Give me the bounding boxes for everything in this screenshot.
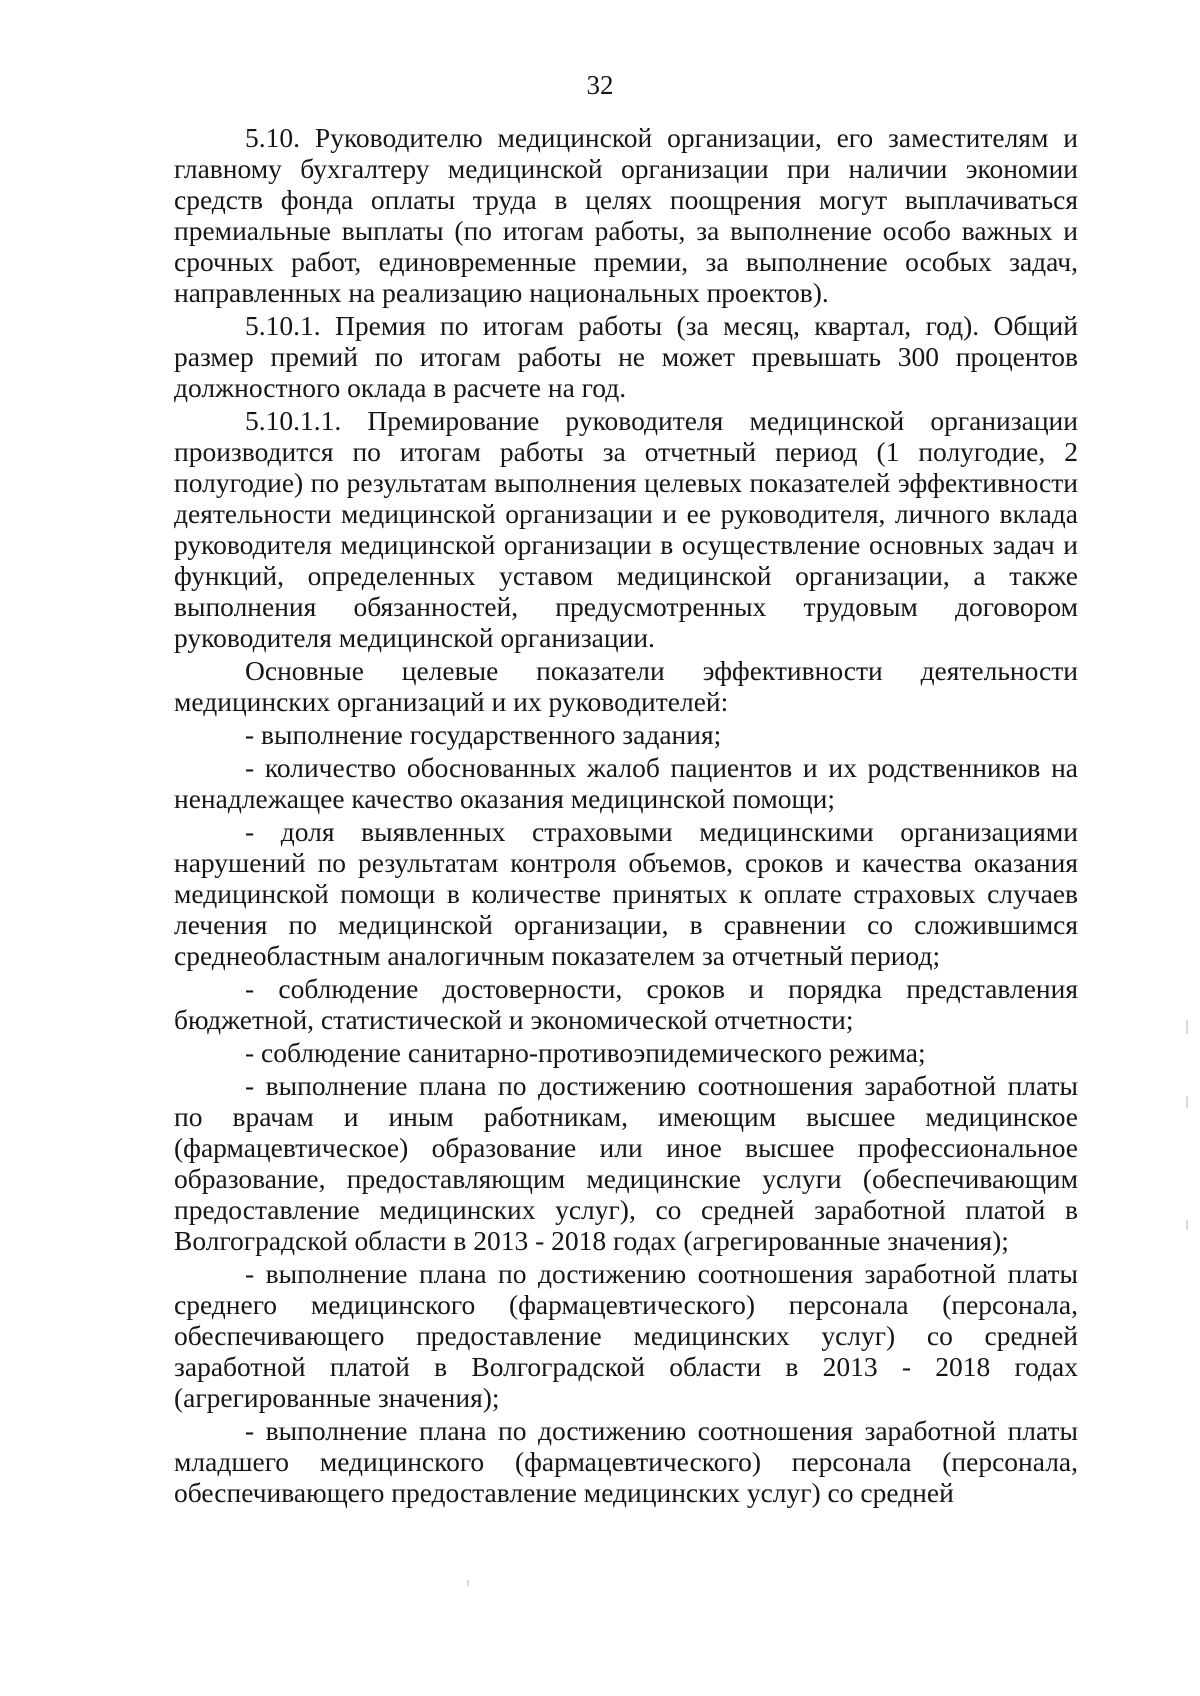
- scan-artifact: [1186, 1220, 1188, 1230]
- scan-artifact: [1186, 1020, 1188, 1034]
- paragraph-main-indicators: Основные целевые показатели эффективности деятельности медицинских организаций и их руководителей:: [174, 655, 1078, 717]
- indicator-list-item: - соблюдение достоверности, сроков и порядка представления бюджетной, статистической и экономической отчетности;: [174, 973, 1078, 1035]
- indicator-list-item: - выполнение плана по достижению соотношения заработной платы среднего медицинского (фармацевтического) персонала (персонала, обеспечивающего предоставление медицинских услуг) со средней заработной платой в Волгоградской области в 2013 - 2018 годах (агрегированные значения);: [174, 1258, 1078, 1413]
- indicator-list-item: - соблюдение санитарно-противоэпидемического режима;: [245, 1037, 926, 1068]
- indicator-list-item: - выполнение плана по достижению соотношения заработной платы по врачам и иным работникам, имеющим высшее медицинское (фармацевтическое) образование или иное высшее профессиональное образование, предоставляющим медицинские услуги (обеспечивающим предоставление медицинских услуг), со средней заработной платой в Волгоградской области в 2013 - 2018 годах (агрегированные значения);: [174, 1070, 1078, 1256]
- indicator-list-item: - выполнение государственного задания;: [245, 719, 722, 750]
- scan-artifact: [1186, 1096, 1188, 1108]
- paragraph-5-10-1: 5.10.1. Премия по итогам работы (за месяц, квартал, год). Общий размер премий по итогам работы не может превышать 300 процентов должностного оклада в расчете на год.: [174, 310, 1078, 403]
- indicator-list-item: - количество обоснованных жалоб пациентов и их родственников на ненадлежащее качество оказания медицинской помощи;: [174, 752, 1078, 814]
- paragraph-5-10-1-1: 5.10.1.1. Премирование руководителя медицинской организации производится по итогам работы за отчетный период (1 полугодие, 2 полугодие) по результатам выполнения целевых показателей эффективности деятельности медицинской организации и ее руководителя, личного вклада руководителя медицинской организации в осуществление основных задач и функций, определенных уставом медицинской организации, а также выполнения обязанностей, предусмотренных трудовым договором руководителя медицинской организации.: [174, 405, 1078, 653]
- scan-artifact: [467, 1580, 469, 1586]
- indicator-list-item: - выполнение плана по достижению соотношения заработной платы младшего медицинского (фармацевтического) персонала (персонала, обеспечивающего предоставление медицинских услуг) со средней: [174, 1415, 1078, 1508]
- page-number: 32: [586, 70, 614, 100]
- indicator-list-item: - доля выявленных страховыми медицинскими организациями нарушений по результатам контроля объемов, сроков и качества оказания медицинской помощи в количестве принятых к оплате страховых случаев лечения по медицинской организации, в сравнении со сложившимся среднеобластным аналогичным показателем за отчетный период;: [174, 816, 1078, 971]
- document-body: [174, 122, 1078, 1510]
- paragraph-5-10: 5.10. Руководителю медицинской организации, его заместителям и главному бухгалтеру медицинской организации при наличии экономии средств фонда оплаты труда в целях поощрения могут выплачиваться премиальные выплаты (по итогам работы, за выполнение особо важных и срочных работ, единовременные премии, за выполнение особых задач, направленных на реализацию национальных проектов).: [174, 122, 1078, 308]
